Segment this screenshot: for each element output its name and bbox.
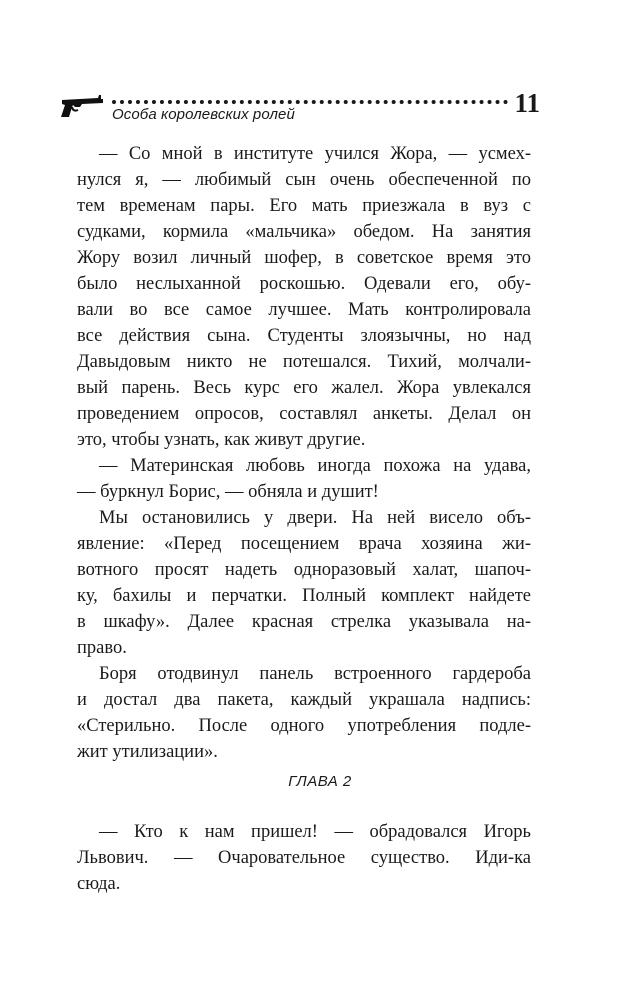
running-header <box>60 88 540 128</box>
running-title: Особа королевских ролей <box>112 106 295 123</box>
text-line: Жору возил личный шофер, в советское время это <box>77 248 531 268</box>
revolver-icon <box>60 93 104 119</box>
body-text <box>77 141 531 765</box>
text-line: жит утилизации». <box>77 742 218 762</box>
text-line: явление: «Перед посещением врача хозяина жи- <box>77 534 531 554</box>
chapter-heading: ГЛАВА 2 <box>288 773 352 790</box>
text-line: — Кто к нам пришел! — обрадовался Игорь <box>99 822 531 842</box>
text-line: Мы остановились у двери. На ней висело объ- <box>99 508 531 528</box>
text-line: вотного просят надеть одноразовый халат, шапоч- <box>77 560 531 580</box>
text-line: Давыдовым никто не потешался. Тихий, молчали- <box>77 352 531 372</box>
text-line: «Стерильно. После одного употребления подле- <box>77 716 531 736</box>
text-line: — Материнская любовь иногда похожа на удава, <box>99 456 531 476</box>
text-line: сюда. <box>77 874 121 894</box>
text-line: — буркнул Борис, — обняла и душит! <box>77 482 379 502</box>
text-line: вый парень. Весь курс его жалел. Жора увлекался <box>77 378 531 398</box>
page-number: 11 <box>514 88 540 118</box>
text-line: Боря отодвинул панель встроенного гардероба <box>99 664 531 684</box>
text-line: право. <box>77 638 127 658</box>
header-dotted-rule <box>112 100 508 104</box>
text-line: тем временам пары. Его мать приезжала в вуз с <box>77 196 531 216</box>
text-line: в шкафу». Далее красная стрелка указывала на- <box>77 612 531 632</box>
text-line: проведением опросов, составлял анкеты. Делал он <box>77 404 531 424</box>
text-line: все действия сына. Студенты злоязычны, но над <box>77 326 531 346</box>
text-line: это, чтобы узнать, как живут другие. <box>77 430 366 450</box>
text-line: судками, кормила «мальчика» обедом. На занятия <box>77 222 531 242</box>
text-line: было неслыханной роскошью. Одевали его, обу- <box>77 274 531 294</box>
text-line: Львович. — Очаровательное существо. Иди-ка <box>77 848 531 868</box>
chapter-body-text <box>77 819 531 897</box>
text-line: — Со мной в институте учился Жора, — усмех- <box>99 144 531 164</box>
text-line: ку, бахилы и перчатки. Полный комплект найдете <box>77 586 531 606</box>
text-line: вали во все самое лучшее. Мать контролировала <box>77 300 531 320</box>
text-line: и достал два пакета, каждый украшала надпись: <box>77 690 531 710</box>
text-line: нулся я, — любимый сын очень обеспеченной по <box>77 170 531 190</box>
